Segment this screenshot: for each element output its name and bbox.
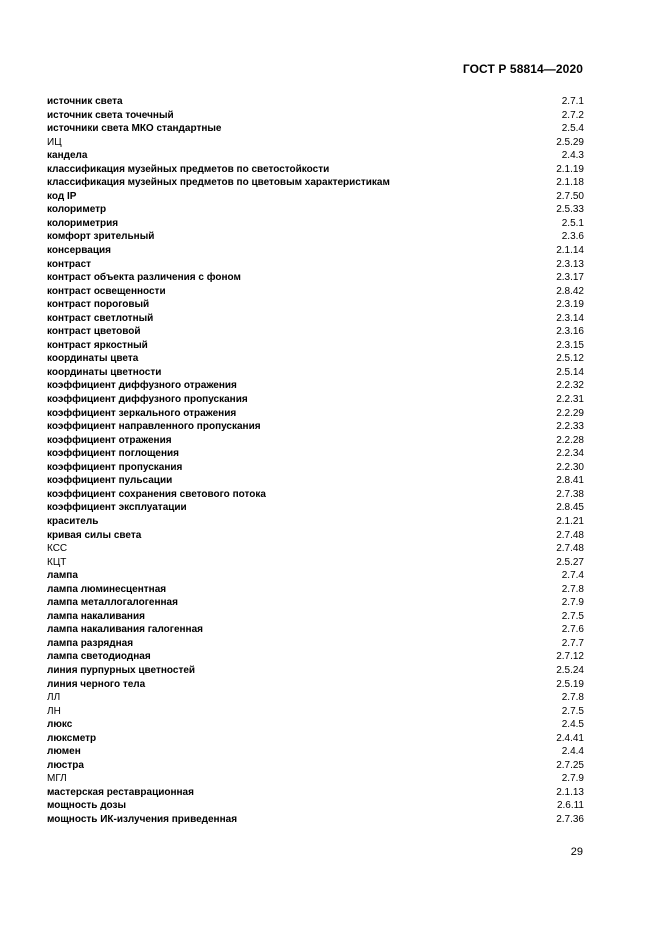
index-reference-number: 2.2.29: [556, 407, 584, 419]
index-reference-number: 2.1.21: [556, 515, 584, 527]
index-reference-number: 2.3.19: [556, 299, 584, 311]
index-reference-number: 2.1.13: [556, 786, 584, 798]
index-entry: [47, 488, 584, 502]
index-term: люксметр: [47, 732, 97, 744]
index-entry: [47, 203, 584, 217]
index-reference-number: 2.5.14: [556, 366, 584, 378]
index-entry: [47, 447, 584, 461]
index-entry: [47, 258, 584, 272]
index-entry: [47, 271, 584, 285]
index-reference-number: 2.4.4: [561, 746, 584, 758]
index-entry: [47, 637, 584, 651]
index-reference-number: 2.7.7: [561, 637, 584, 649]
index-term: коэффициент зеркального отражения: [47, 407, 237, 419]
index-entry: [47, 163, 584, 177]
index-term: координаты цвета: [47, 353, 139, 365]
index-term: коэффициент эксплуатации: [47, 502, 187, 514]
index-entry: [47, 339, 584, 353]
page-number: 29: [570, 846, 583, 858]
index-entry: [47, 745, 584, 759]
index-entry: [47, 230, 584, 244]
index-entry: [47, 664, 584, 678]
index-term: краситель: [47, 515, 99, 527]
index-reference-number: 2.7.8: [561, 583, 584, 595]
index-reference-number: 2.5.29: [556, 136, 584, 148]
index-reference-number: 2.5.24: [556, 664, 584, 676]
index-entry: [47, 244, 584, 258]
index-term: коэффициент диффузного отражения: [47, 380, 237, 392]
index-entry: [47, 759, 584, 773]
index-entry: [47, 190, 584, 204]
index-entry: [47, 718, 584, 732]
index-term: источник света: [47, 96, 123, 107]
index-term: лампа: [47, 570, 78, 582]
index-term: коэффициент поглощения: [47, 448, 180, 460]
index-term: источник света точечный: [47, 109, 174, 121]
term-index-list: [47, 95, 584, 827]
standard-code-header: ГОСТ Р 58814—2020: [462, 62, 583, 76]
index-term: классификация музейных предметов по цветовым характеристикам: [47, 177, 390, 189]
index-reference-number: 2.7.12: [556, 651, 584, 663]
index-term: линия пурпурных цветностей: [47, 664, 196, 676]
index-reference-number: 2.7.38: [556, 488, 584, 500]
index-reference-number: 2.7.9: [561, 773, 584, 785]
index-entry: [47, 799, 584, 813]
index-term: колориметр: [47, 204, 107, 216]
index-reference-number: 2.7.5: [561, 705, 584, 717]
index-entry: [47, 95, 584, 109]
index-reference-number: 2.7.6: [561, 624, 584, 636]
index-reference-number: 2.1.14: [556, 245, 584, 257]
index-reference-number: 2.7.5: [561, 610, 584, 622]
index-entry: [47, 217, 584, 231]
index-entry: [47, 691, 584, 705]
index-reference-number: 2.6.11: [556, 800, 584, 812]
index-term: контраст объекта различения с фоном: [47, 272, 241, 284]
index-entry: [47, 772, 584, 786]
index-entry: [47, 542, 584, 556]
index-reference-number: 2.2.32: [556, 380, 584, 392]
index-reference-number: 2.5.12: [556, 353, 584, 365]
index-term: лампа светодиодная: [47, 651, 151, 663]
index-term: коэффициент направленного пропускания: [47, 421, 261, 433]
index-term: кандела: [47, 150, 88, 162]
index-term: ИЦ: [47, 136, 62, 148]
index-entry: [47, 420, 584, 434]
index-entry: [47, 366, 584, 380]
index-entry: [47, 610, 584, 624]
index-reference-number: 2.2.31: [556, 394, 584, 406]
index-entry: [47, 813, 584, 827]
index-reference-number: 2.4.3: [561, 150, 584, 162]
index-reference-number: 2.7.36: [556, 813, 584, 825]
index-entry: [47, 556, 584, 570]
index-entry: [47, 136, 584, 150]
index-reference-number: 2.3.17: [556, 272, 584, 284]
index-reference-number: 2.5.27: [556, 556, 584, 568]
index-reference-number: 2.2.30: [556, 461, 584, 473]
index-entry: [47, 650, 584, 664]
index-reference-number: 2.8.42: [556, 285, 584, 297]
index-entry: [47, 461, 584, 475]
index-term: контраст цветовой: [47, 326, 141, 338]
index-term: ЛЛ: [47, 692, 61, 704]
index-reference-number: 2.5.4: [561, 123, 584, 135]
index-term: код IP: [47, 190, 77, 202]
index-term: лампа разрядная: [47, 637, 134, 649]
index-term: контраст освещенности: [47, 285, 166, 297]
index-reference-number: 2.7.50: [556, 190, 584, 202]
index-reference-number: 2.7.2: [561, 109, 584, 121]
index-entry: [47, 407, 584, 421]
index-term: линия черного тела: [47, 678, 146, 690]
index-reference-number: 2.5.33: [556, 204, 584, 216]
index-term: контраст светлотный: [47, 312, 154, 324]
index-reference-number: 2.3.16: [556, 326, 584, 338]
index-reference-number: 2.7.48: [556, 529, 584, 541]
index-term: лампа люминесцентная: [47, 583, 167, 595]
index-term: кривая силы света: [47, 529, 142, 541]
index-entry: [47, 352, 584, 366]
index-entry: [47, 325, 584, 339]
index-reference-number: 2.7.25: [556, 759, 584, 771]
index-reference-number: 2.5.19: [556, 678, 584, 690]
index-reference-number: 2.8.45: [556, 502, 584, 514]
index-term: коэффициент отражения: [47, 434, 172, 446]
index-term: контраст пороговый: [47, 299, 150, 311]
index-term: люмен: [47, 746, 81, 758]
index-term: КСС: [47, 543, 68, 555]
index-entry: [47, 732, 584, 746]
index-entry: [47, 596, 584, 610]
index-reference-number: 2.5.1: [561, 217, 584, 229]
index-term: лампа металлогалогенная: [47, 597, 178, 609]
index-entry: [47, 705, 584, 719]
index-entry: [47, 678, 584, 692]
index-term: КЦТ: [47, 556, 67, 568]
index-term: консервация: [47, 245, 111, 257]
index-term: коэффициент диффузного пропускания: [47, 394, 248, 406]
index-reference-number: 2.7.48: [556, 543, 584, 555]
index-entry: [47, 529, 584, 543]
index-term: ЛН: [47, 705, 61, 717]
index-entry: [47, 122, 584, 136]
index-term: контраст яркостный: [47, 339, 148, 351]
index-term: лампа накаливания галогенная: [47, 624, 203, 636]
index-term: контраст: [47, 258, 92, 270]
index-entry: [47, 623, 584, 637]
index-entry: [47, 285, 584, 299]
index-term: МГЛ: [47, 773, 67, 785]
index-entry: [47, 569, 584, 583]
index-term: мастерская реставрационная: [47, 786, 194, 798]
index-entry: [47, 501, 584, 515]
index-reference-number: 2.3.15: [556, 339, 584, 351]
index-term: коэффициент пропускания: [47, 461, 183, 473]
index-reference-number: 2.1.18: [556, 177, 584, 189]
index-term: комфорт зрительный: [47, 231, 155, 243]
index-reference-number: 2.7.8: [561, 692, 584, 704]
index-reference-number: 2.1.19: [556, 163, 584, 175]
index-entry: [47, 379, 584, 393]
index-term: люстра: [47, 759, 84, 771]
index-entry: [47, 515, 584, 529]
index-reference-number: 2.4.41: [556, 732, 584, 744]
index-entry: [47, 434, 584, 448]
index-reference-number: 2.3.6: [561, 231, 584, 243]
index-entry: [47, 786, 584, 800]
index-reference-number: 2.2.33: [556, 421, 584, 433]
index-term: коэффициент сохранения светового потока: [47, 488, 266, 500]
index-reference-number: 2.4.5: [561, 719, 584, 731]
index-reference-number: 2.7.4: [561, 570, 584, 582]
index-entry: [47, 149, 584, 163]
index-term: мощность ИК-излучения приведенная: [47, 813, 238, 825]
index-entry: [47, 393, 584, 407]
index-term: координаты цветности: [47, 366, 162, 378]
index-entry: [47, 312, 584, 326]
index-entry: [47, 298, 584, 312]
index-reference-number: 2.7.1: [561, 96, 584, 107]
index-term: люкс: [47, 719, 73, 731]
index-entry: [47, 176, 584, 190]
index-entry: [47, 583, 584, 597]
index-reference-number: 2.2.34: [556, 448, 584, 460]
index-reference-number: 2.3.13: [556, 258, 584, 270]
index-entry: [47, 474, 584, 488]
index-term: колориметрия: [47, 217, 119, 229]
index-term: классификация музейных предметов по светостойкости: [47, 163, 330, 175]
index-reference-number: 2.2.28: [556, 434, 584, 446]
index-reference-number: 2.8.41: [556, 475, 584, 487]
index-term: коэффициент пульсации: [47, 475, 173, 487]
index-term: мощность дозы: [47, 800, 127, 812]
index-entry: [47, 109, 584, 123]
index-term: источники света МКО стандартные: [47, 123, 222, 135]
index-reference-number: 2.7.9: [561, 597, 584, 609]
index-reference-number: 2.3.14: [556, 312, 584, 324]
index-term: лампа накаливания: [47, 610, 145, 622]
